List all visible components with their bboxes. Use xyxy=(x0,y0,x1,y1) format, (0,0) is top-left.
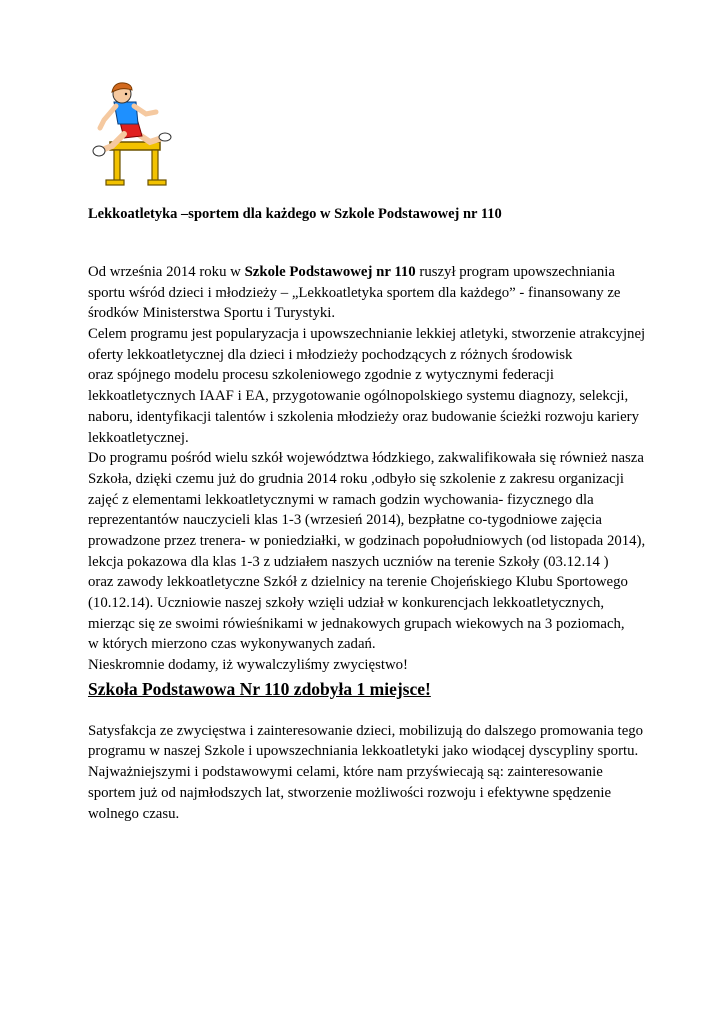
text-line: programu w naszej Szkole i upowszechniania lekkoatletyki jako wiodącej dyscypliny sportu. xyxy=(88,743,639,760)
text-line: oraz spójnego modelu procesu szkoleniowego zgodnie z wytycznymi federacji xyxy=(88,367,554,384)
text-line: Do programu pośród wielu szkół województwa łódzkiego, zakwalifikowała się również nasza xyxy=(88,450,644,467)
text-line: Najważniejszymi i podstawowymi celami, które nam przyświecają są: zainteresowanie xyxy=(88,764,603,781)
text-line: w których mierzono czas wykonywanych zadań. xyxy=(88,636,376,653)
result-headline: Szkoła Podstawowa Nr 110 zdobyła 1 miejsce! xyxy=(88,678,431,699)
text-line: oferty lekkoatletycznej dla dzieci i młodzieży pochodzących z różnych środowisk xyxy=(88,346,573,363)
text-run: ruszył program upowszechniania xyxy=(415,264,615,280)
text-line: naboru, identyfikacji talentów i szkolenia młodzieży oraz budowanie ścieżki rozwoju kariery xyxy=(88,408,639,425)
hurdler-boy-icon xyxy=(80,80,190,190)
text-line: zajęć z elementami lekkoatletycznymi w ramach godzin wychowania- fizycznego dla xyxy=(88,491,594,508)
text-line: Satysfakcja ze zwycięstwa i zainteresowanie dzieci, mobilizują do dalszego promowania tego xyxy=(88,722,644,739)
text-line: mierząc się ze swoimi rówieśnikami w jednakowych grupach wiekowych na 3 poziomach, xyxy=(88,615,625,632)
text-line: reprezentantów nauczycieli klas 1-3 (wrzesień 2014), bezpłatne co-tygodniowe zajęcia xyxy=(88,512,602,529)
paragraph-gap xyxy=(88,702,668,721)
text-line: lekcja pokazowa dla klas 1-3 z udziałem naszych uczniów na terenie Szkoły (03.12.14 ) xyxy=(88,553,609,570)
text-line: prowadzone przez trenera- w poniedziałki, w godzinach popołudniowych (od listopada 2014), xyxy=(88,532,646,549)
text-line: (10.12.14). Uczniowie naszej szkoły wzięli udział w konkurencjach lekkoatletycznych, xyxy=(88,595,605,611)
text-run: Od września 2014 roku w xyxy=(88,264,245,280)
school-name-bold: Szkole Podstawowej nr 110 xyxy=(244,264,416,280)
text-line: sportu wśród dzieci i młodzieży – „Lekkoatletyka sportem dla każdego” - finansowany ze xyxy=(88,284,621,301)
text-line xyxy=(88,262,668,283)
text-line: lekkoatletycznych IAAF i EA, przygotowanie ogólnopolskiego systemu diagnozy, selekcji, xyxy=(88,388,629,405)
text-line: Nieskromnie dodamy, iż wywalczyliśmy zwycięstwo! xyxy=(88,657,408,674)
document-body xyxy=(88,262,668,824)
text-line: środków Ministerstwa Sportu i Turystyki. xyxy=(88,305,336,322)
text-line: lekkoatletycznej. xyxy=(88,429,189,446)
text-line: Szkoła, dzięki czemu już do grudnia 2014 roku ,odbyło się szkolenie z zakresu organizacji xyxy=(88,470,624,487)
document-title: Lekkoatletyka –sportem dla każdego w Szkole Podstawowej nr 110 xyxy=(88,206,502,222)
text-line: oraz zawody lekkoatletyczne Szkół z dzielnicy na terenie Chojeńskiego Klubu Sportowego xyxy=(88,574,628,591)
text-line: sportem już od najmłodszych lat, stworzenie możliwości rozwoju i efektywne spędzenie xyxy=(88,784,612,801)
text-line: wolnego czasu. xyxy=(88,805,180,822)
text-line: Celem programu jest popularyzacja i upowszechnianie lekkiej atletyki, stworzenie atrakcyjnej xyxy=(88,326,646,343)
